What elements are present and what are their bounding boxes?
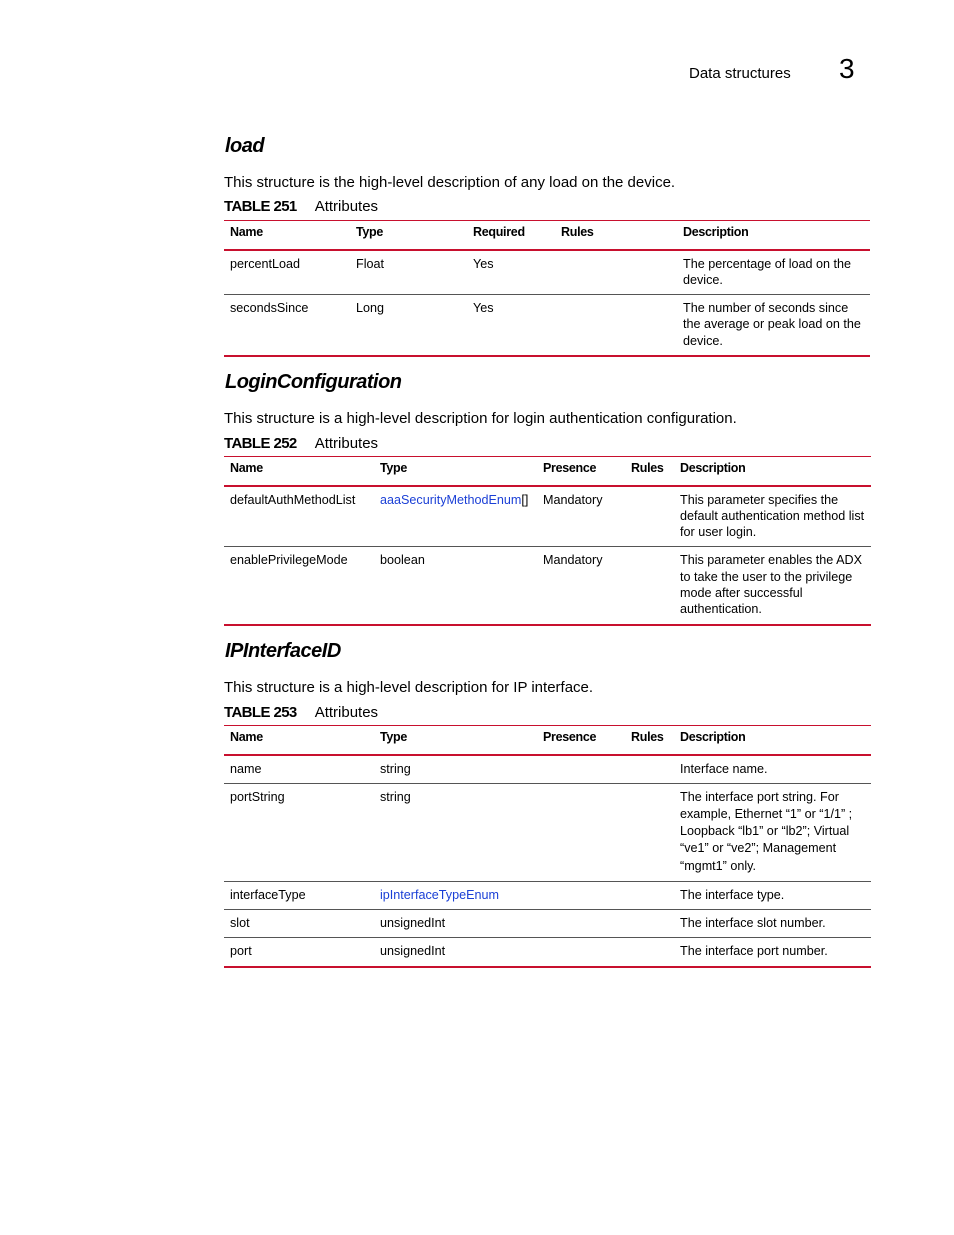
cell-name: name xyxy=(230,761,262,776)
column-header: Name xyxy=(230,461,263,475)
cell-rules xyxy=(625,938,674,967)
section-description-load: This structure is the high-level description of any load on the device. xyxy=(224,174,676,191)
cell-presence: Mandatory xyxy=(543,553,603,568)
column-header: Type xyxy=(380,461,408,475)
type-link[interactable]: aaaSecurityMethodEnum xyxy=(380,492,522,507)
type-link[interactable]: ipInterfaceTypeEnum xyxy=(380,887,500,902)
attributes-table-loginconfiguration xyxy=(224,456,871,626)
table-row xyxy=(224,295,870,356)
cell-description: The interface port string. For example, Ethernet “1” or “1/1” ; Loopback “lb1” or “lb2”; Virtual “ve1” or “ve2”; Management “mgmt1” only. xyxy=(680,789,853,873)
table-caption-252 xyxy=(224,435,378,452)
cell-rules xyxy=(625,910,674,938)
column-header: Name xyxy=(230,730,263,744)
table-number: TABLE 251 xyxy=(224,198,297,215)
cell-description: The number of seconds since the average or peak load on the device. xyxy=(683,301,861,348)
section-description-loginconfiguration: This structure is a high-level description for login authentication configuration. xyxy=(224,410,737,427)
section-title-ipinterfaceid: IPInterfaceID xyxy=(225,640,341,662)
cell-name: portString xyxy=(230,789,285,804)
cell-rules xyxy=(555,295,677,356)
cell-name: enablePrivilegeMode xyxy=(230,553,348,568)
cell-rules xyxy=(625,783,674,881)
column-header: Name xyxy=(230,225,263,239)
column-header: Rules xyxy=(631,461,664,475)
table-caption-text: Attributes xyxy=(314,435,379,452)
cell-rules xyxy=(625,547,674,625)
cell-type: string xyxy=(380,761,411,776)
table-row xyxy=(224,783,871,881)
cell-rules xyxy=(625,486,674,547)
cell-name: defaultAuthMethodList xyxy=(230,492,356,507)
table-number: TABLE 253 xyxy=(224,704,297,721)
cell-presence xyxy=(537,755,625,784)
column-header: Presence xyxy=(543,461,597,475)
cell-description: The percentage of load on the device. xyxy=(683,256,852,287)
column-header: Type xyxy=(380,730,408,744)
cell-name: slot xyxy=(230,916,250,931)
cell-required: Yes xyxy=(473,301,494,316)
cell-name: secondsSince xyxy=(230,301,309,316)
type-suffix: [] xyxy=(521,492,529,507)
table-caption-text: Attributes xyxy=(314,704,379,721)
column-header: Type xyxy=(356,225,384,239)
section-title-load: load xyxy=(225,135,265,157)
table-number: TABLE 252 xyxy=(224,435,297,452)
table-caption-251 xyxy=(224,198,378,215)
section-description-ipinterfaceid: This structure is a high-level description for IP interface. xyxy=(224,679,594,696)
cell-rules xyxy=(625,755,674,784)
cell-type xyxy=(374,486,537,547)
column-header: Presence xyxy=(543,730,597,744)
cell-name: interfaceType xyxy=(230,887,306,902)
cell-description: The interface type. xyxy=(680,887,785,902)
cell-name: port xyxy=(230,944,252,959)
cell-rules xyxy=(625,881,674,909)
cell-description: This parameter enables the ADX to take the user to the privilege mode after successful authentication. xyxy=(680,553,863,617)
table-row xyxy=(224,755,871,784)
table-row xyxy=(224,486,871,547)
cell-name: percentLoad xyxy=(230,256,301,271)
cell-presence: Mandatory xyxy=(543,492,603,507)
column-header: Required xyxy=(473,225,525,239)
table-row xyxy=(224,881,871,909)
cell-description: The interface port number. xyxy=(680,944,828,959)
table-caption-253 xyxy=(224,704,378,721)
cell-type: boolean xyxy=(380,553,425,568)
cell-type: Float xyxy=(356,256,384,271)
cell-presence xyxy=(537,881,625,909)
column-header: Rules xyxy=(631,730,664,744)
cell-required: Yes xyxy=(473,256,494,271)
section-label: Data structures xyxy=(689,65,791,82)
cell-presence xyxy=(537,783,625,881)
column-header: Description xyxy=(680,730,746,744)
table-header-row xyxy=(224,726,871,755)
table-row xyxy=(224,910,871,938)
cell-type: unsignedInt xyxy=(380,916,446,931)
table-row xyxy=(224,547,871,625)
table-header-row xyxy=(224,221,870,250)
cell-presence xyxy=(537,938,625,967)
table-caption-text: Attributes xyxy=(314,198,379,215)
section-title-loginconfiguration: LoginConfiguration xyxy=(225,371,402,393)
table-row xyxy=(224,938,871,967)
cell-description: The interface slot number. xyxy=(680,916,826,931)
attributes-table-ipinterfaceid xyxy=(224,725,871,968)
table-header-row xyxy=(224,457,871,486)
column-header: Description xyxy=(680,461,746,475)
column-header: Description xyxy=(683,225,749,239)
cell-presence xyxy=(537,910,625,938)
cell-description: Interface name. xyxy=(680,761,768,776)
attributes-table-load xyxy=(224,220,870,357)
cell-type: unsignedInt xyxy=(380,944,446,959)
column-header: Rules xyxy=(561,225,594,239)
cell-type xyxy=(374,881,537,909)
cell-description: This parameter specifies the default authentication method list for user login. xyxy=(680,492,865,540)
table-row xyxy=(224,250,870,295)
chapter-number: 3 xyxy=(839,53,855,84)
cell-rules xyxy=(555,250,677,295)
cell-type: Long xyxy=(356,301,385,316)
cell-type: string xyxy=(380,789,411,804)
